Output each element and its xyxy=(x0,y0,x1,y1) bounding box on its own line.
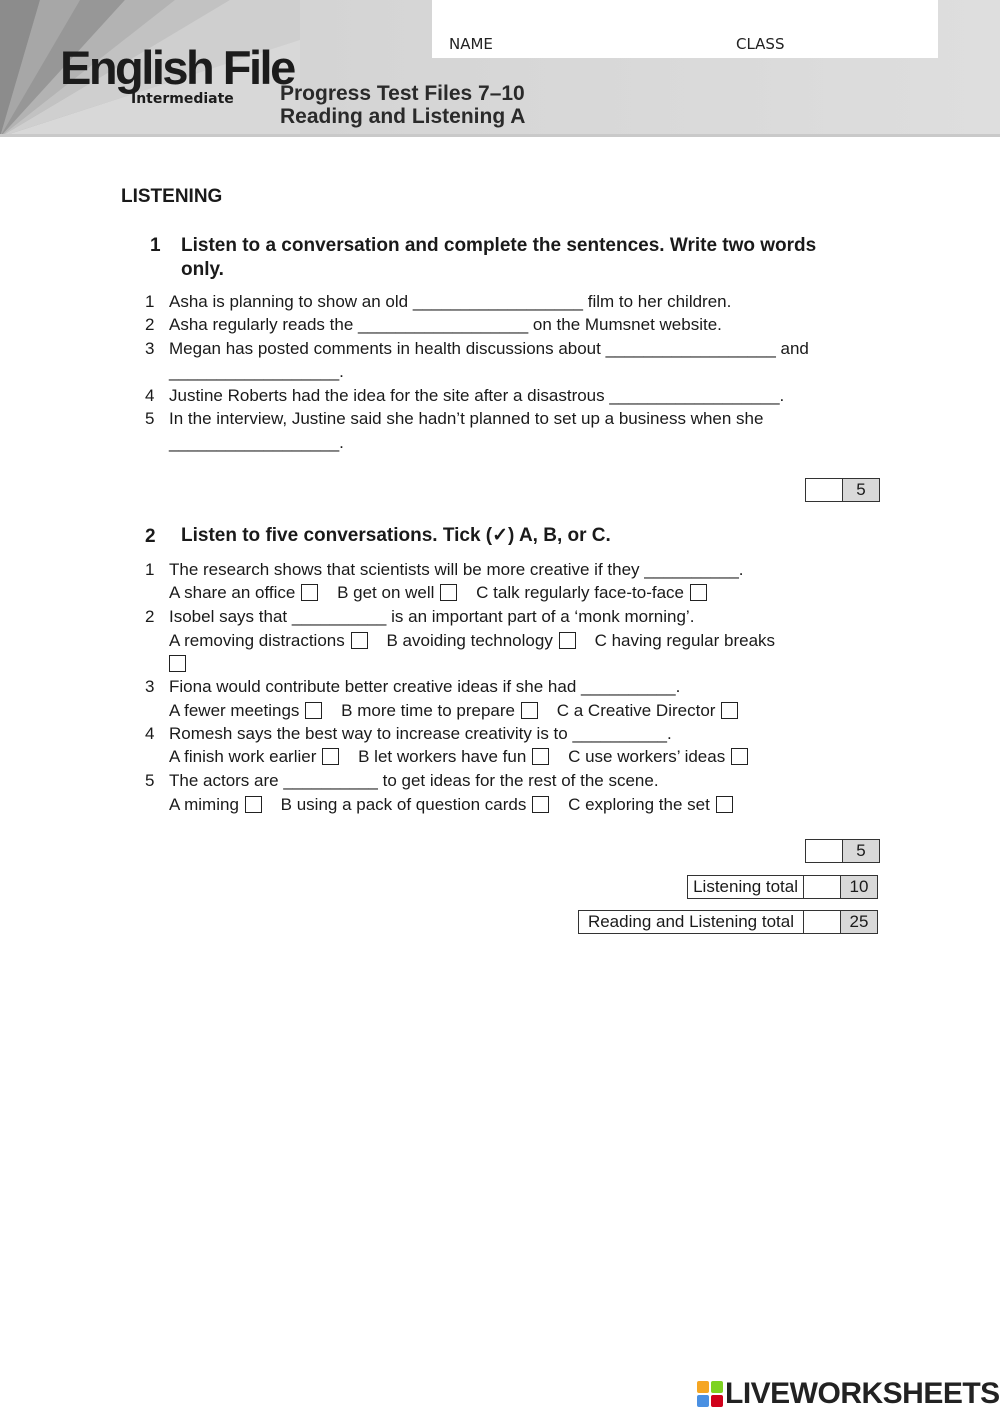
page-header xyxy=(0,0,1000,137)
listening-total-max: 10 xyxy=(841,876,877,898)
q1-instruction xyxy=(181,234,816,282)
q2-options xyxy=(169,583,707,603)
reading-listening-total-box xyxy=(578,910,878,934)
q2-item-text: The actors are __________ to get ideas for the rest of the scene. xyxy=(169,771,659,790)
q1-item-text-cont: __________________. xyxy=(169,362,344,381)
q1-score-input[interactable] xyxy=(806,479,843,501)
reading-listening-total-input[interactable] xyxy=(804,911,841,933)
liveworksheets-text: LIVEWORKSHEETS xyxy=(725,1377,1000,1410)
q1-score-max: 5 xyxy=(843,479,879,501)
option-b-label: B let workers have fun xyxy=(358,747,527,766)
test-title: Progress Test Files 7–10 xyxy=(280,82,525,105)
option-c-label: C exploring the set xyxy=(568,795,710,814)
q2-item-text: Romesh says the best way to increase creativity is to __________. xyxy=(169,724,672,743)
name-label: NAME xyxy=(449,35,493,53)
listening-total-label: Listening total xyxy=(688,876,804,898)
option-b-label: B using a pack of question cards xyxy=(280,795,527,814)
q2-options xyxy=(169,631,775,651)
option-b-label: B get on well xyxy=(337,583,435,602)
option-a-checkbox[interactable] xyxy=(351,632,368,649)
q1-item-text: Justine Roberts had the idea for the site after a disastrous __________________. xyxy=(169,386,785,405)
q2-item-text: The research shows that scientists will be more creative if they __________. xyxy=(169,560,744,579)
q2-item-number: 5 xyxy=(145,771,155,790)
brand-logo: English File xyxy=(60,41,294,94)
q1-item-number: 2 xyxy=(145,315,155,334)
option-c-label: C use workers’ ideas xyxy=(568,747,726,766)
q1-number: 1 xyxy=(150,235,161,256)
q1-score-box xyxy=(805,478,880,502)
q1-item-text: Asha is planning to show an old __________________ film to her children. xyxy=(169,292,732,311)
q1-item-number: 3 xyxy=(145,339,155,358)
q1-item-text: Megan has posted comments in health discussions about __________________ and xyxy=(169,339,809,358)
q2-instruction: Listen to five conversations. Tick (✓) A, B, or C. xyxy=(181,525,611,546)
q2-options xyxy=(169,701,738,721)
q2-options xyxy=(169,747,748,767)
q2-score-input[interactable] xyxy=(806,840,843,862)
option-b-label: B avoiding technology xyxy=(386,631,553,650)
q1-item-number: 1 xyxy=(145,292,155,311)
q2-score-box xyxy=(805,839,880,863)
option-c-label: C a Creative Director xyxy=(556,701,716,720)
q2-number: 2 xyxy=(145,526,156,547)
q2-item-text: Isobel says that __________ is an important part of a ‘monk morning’. xyxy=(169,607,695,626)
q1-item-number: 5 xyxy=(145,409,155,428)
q1-item-text: Asha regularly reads the __________________ on the Mumsnet website. xyxy=(169,315,722,334)
name-class-box xyxy=(432,0,938,58)
q2-item-number: 1 xyxy=(145,560,155,579)
q1-instruction-line1: Listen to a conversation and complete the sentences. Write two words xyxy=(181,235,817,256)
q1-item-number: 4 xyxy=(145,386,155,405)
option-b-checkbox[interactable] xyxy=(521,702,538,719)
option-a-checkbox[interactable] xyxy=(305,702,322,719)
q2-item-number: 3 xyxy=(145,677,155,696)
option-b-checkbox[interactable] xyxy=(559,632,576,649)
option-a-label: A finish work earlier xyxy=(169,747,317,766)
section-title: LISTENING xyxy=(121,186,223,207)
option-c-checkbox[interactable] xyxy=(731,748,748,765)
q2-score-max: 5 xyxy=(843,840,879,862)
option-a-label: A miming xyxy=(169,795,239,814)
option-b-checkbox[interactable] xyxy=(440,584,457,601)
option-a-label: A removing distractions xyxy=(169,631,345,650)
option-b-label: B more time to prepare xyxy=(341,701,515,720)
test-subtitle: Reading and Listening A xyxy=(280,105,526,128)
option-a-label: A fewer meetings xyxy=(169,701,300,720)
option-a-checkbox[interactable] xyxy=(301,584,318,601)
option-c-checkbox[interactable] xyxy=(690,584,707,601)
option-c-checkbox[interactable] xyxy=(716,796,733,813)
option-c-label: C having regular breaks xyxy=(594,631,776,650)
option-a-checkbox[interactable] xyxy=(322,748,339,765)
option-a-label: A share an office xyxy=(169,583,296,602)
option-c-checkbox[interactable] xyxy=(169,655,186,672)
q1-item-text-cont: __________________. xyxy=(169,433,344,452)
q2-item-number: 2 xyxy=(145,607,155,626)
q1-item-text: In the interview, Justine said she hadn’t planned to set up a business when she xyxy=(169,409,764,428)
header-divider xyxy=(0,134,1000,137)
brand-subtitle: Intermediate xyxy=(131,91,234,107)
option-a-checkbox[interactable] xyxy=(245,796,262,813)
reading-listening-total-max: 25 xyxy=(841,911,877,933)
listening-total-input[interactable] xyxy=(804,876,841,898)
liveworksheets-logo[interactable] xyxy=(697,1377,1000,1411)
option-c-label: C talk regularly face-to-face xyxy=(476,583,685,602)
class-label: CLASS xyxy=(736,35,785,53)
option-b-checkbox[interactable] xyxy=(532,748,549,765)
q2-item-text: Fiona would contribute better creative ideas if she had __________. xyxy=(169,677,681,696)
q2-options xyxy=(169,795,733,815)
listening-total-box xyxy=(687,875,878,899)
liveworksheets-icon xyxy=(697,1381,723,1407)
q1-instruction-line2: only. xyxy=(181,259,224,280)
option-b-checkbox[interactable] xyxy=(532,796,549,813)
q2-item-number: 4 xyxy=(145,724,155,743)
option-c-checkbox[interactable] xyxy=(721,702,738,719)
reading-listening-total-label: Reading and Listening total xyxy=(579,911,804,933)
